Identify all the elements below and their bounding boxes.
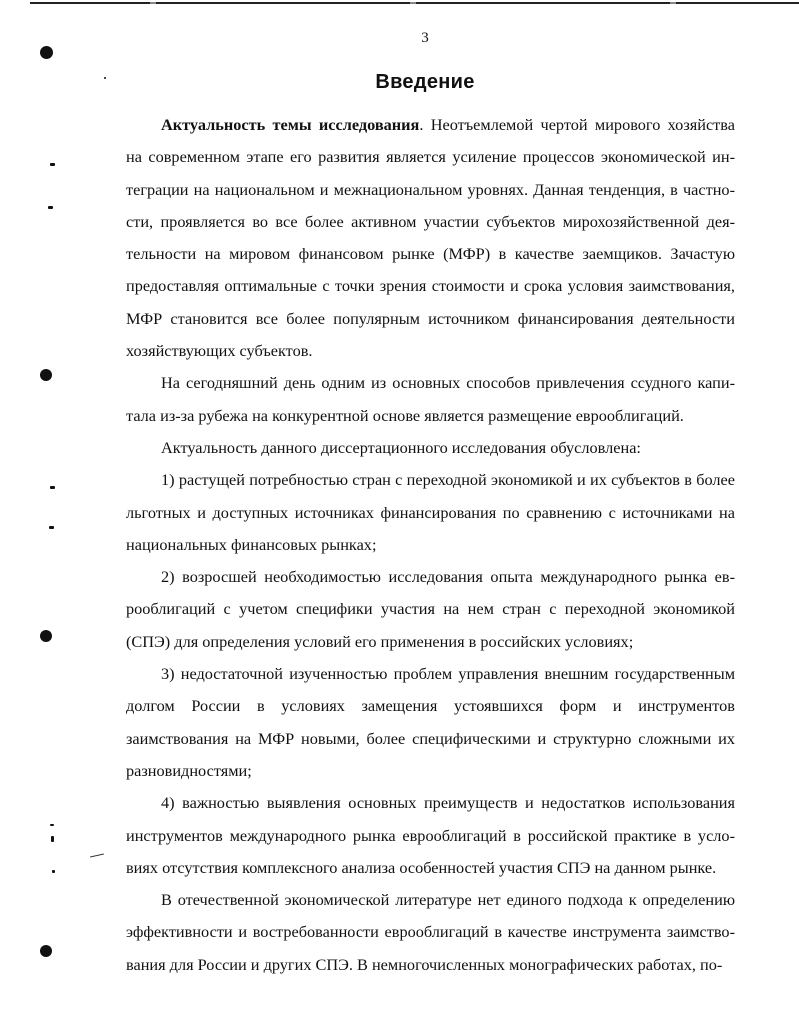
list-item: 2) возросшей необходимостью исследования опыта международного рынка еврооблигаций с учетом специфики участия на нем стран с переходной экономикой (СПЭ) для определения условий его применения в российских условиях; xyxy=(126,567,735,651)
list-item: 3) недостаточной изученностью проблем управления внешним государственным долгом России в условиях замещения устоявшихся форм и инструментов заимствования на МФР новыми, более специфическими и структурно сложными их разновидностями; xyxy=(126,664,735,780)
scan-speck xyxy=(52,870,55,873)
paragraph: На сегодняшний день одним из основных способов привлечения ссудного капитала из-за рубежа на конкурентной основе является размещение еврооблигаций. xyxy=(126,373,735,425)
scan-speck xyxy=(50,824,54,826)
scan-speck xyxy=(48,206,53,209)
punch-hole-mark xyxy=(40,630,52,642)
punch-hole-mark xyxy=(40,369,52,381)
scan-speck xyxy=(50,486,55,489)
scan-speck xyxy=(50,163,55,166)
scan-pen-stroke xyxy=(90,854,104,858)
scan-speck xyxy=(51,836,54,842)
intro-paragraph xyxy=(126,109,735,367)
lead-term: Актуальность темы исследования xyxy=(161,115,420,134)
closing-paragraph: В отечественной экономической литературе нет единого подхода к определению эффективности и востребованности еврооблигаций в качестве инструмента заимствования для России и других СПЭ. В немногочисленных монографических работах, по- xyxy=(126,890,735,974)
top-border-rule xyxy=(30,2,799,4)
punch-hole-mark xyxy=(40,945,52,957)
paragraph: Актуальность данного диссертационного исследования обусловлена: xyxy=(161,437,641,457)
scan-speck xyxy=(49,526,54,529)
intro-text: . Неотъемлемой чертой мирового хозяйства на современном этапе его развития является усиление процессов экономической интеграции на национальном и межнациональном уровнях. Данная тенденция, в частности, проявляется во все более активном участии субъектов мирохозяйственной деятельности на мировом финансовом рынке (МФР) в качестве заемщиков. Зачастую предоставляя оптимальные с точки зрения стоимости и срока условия заимствования, МФР становится все более популярным источником финансирования деятельности хозяйствующих субъектов. xyxy=(126,115,735,361)
punch-hole-mark xyxy=(40,46,53,59)
section-heading: Введение xyxy=(375,71,475,93)
list-item: 1) растущей потребностью стран с переходной экономикой и их субъектов в более льготных и доступных источниках финансирования по сравнению с источниками на национальных финансовых рынках; xyxy=(126,470,735,554)
list-item: 4) важностью выявления основных преимуществ и недостатков использования инструментов международного рынка еврооблигаций в российской практике в условиях отсутствия комплексного анализа особенностей участия СПЭ на данном рынке. xyxy=(126,793,735,877)
page-number: 3 xyxy=(421,30,429,46)
document-body xyxy=(126,109,735,981)
